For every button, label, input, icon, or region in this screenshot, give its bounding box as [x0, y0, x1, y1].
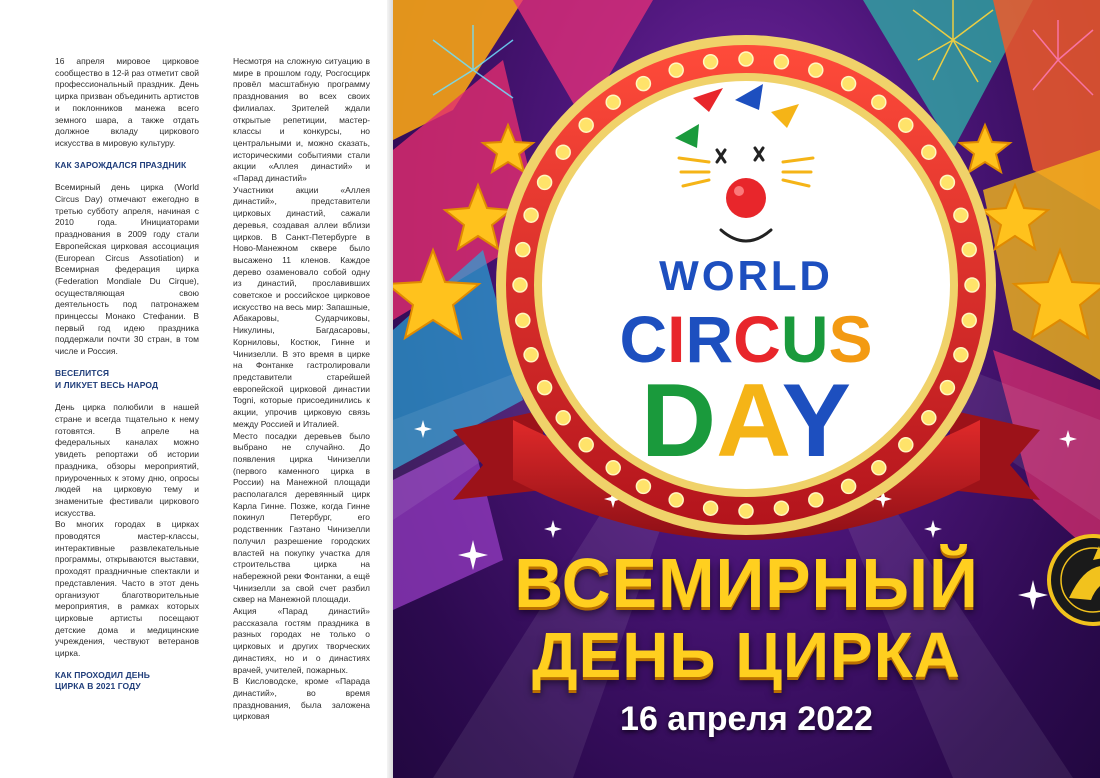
marquee-bulb [556, 145, 570, 159]
poster-date: 16 апреля 2022 [620, 700, 873, 738]
logo-letter: D [640, 363, 717, 479]
marquee-bulb [962, 243, 976, 257]
marquee-bulb [516, 313, 530, 327]
marquee-bulb [606, 95, 620, 109]
article-paragraph: Участники акции «Аллея династий», представители цирковых династий, сажали деревья, создавая аллеи вблизи цирков. В Санкт-Петербурге в Ново-Манежном сквере было высажено 11 кленов. Каждое дерево озаменовало собой одну из династий, прославивших советское и российское цирковое искусство на весь мир: Запашные, Абакаровы, Сударчиковы, Никулины, Багдасаровы, Корниловы, Костюк, Гинне и Чинизелли. В это время в цирке на Фонтанке гастролировали представители старейшей европейской цирковой династии Togni, которые присоединились к акции, упрочив цирковую связь между Россией и Италией. [233, 184, 370, 429]
section-heading-line: ВЕСЕЛИТСЯ [55, 367, 110, 378]
marquee-bulb [872, 461, 886, 475]
marquee-bulb [538, 381, 552, 395]
article-column-1 [55, 56, 199, 704]
marquee-bulb [516, 243, 530, 257]
marquee-bulb [669, 63, 683, 77]
marquee-bulb [636, 479, 650, 493]
marquee-bulb [739, 504, 753, 518]
marquee-bulb [636, 77, 650, 91]
article-column-2 [233, 56, 370, 723]
marquee-bulb [940, 381, 954, 395]
logo-letter: U [780, 302, 829, 376]
logo-letter: S [828, 302, 873, 376]
logo-letter: C [619, 302, 668, 376]
marquee-bulb [524, 208, 538, 222]
article-paragraph: Во многих городах в цирках проводятся мастер-классы, интерактивные развлекательные программы, открываются выставки, проходят праздничные спектакли и представления. Часто в этот день организуют благотворительные мероприятия, в рамках которых цирковые артисты посещают детские дома и медицинские учреждения, чествуют ветеранов цирка. [55, 519, 199, 659]
marquee-bulb [872, 95, 886, 109]
logo-letter: Y [781, 363, 852, 479]
marquee-bulb [899, 118, 913, 132]
marquee-bulb [774, 501, 788, 515]
marquee-bulb [965, 278, 979, 292]
section-heading [55, 368, 199, 391]
marquee-bulb [962, 313, 976, 327]
marquee-bulb [809, 493, 823, 507]
marquee-bulb [774, 55, 788, 69]
marquee-bulb [606, 461, 620, 475]
poster-headline [393, 544, 1100, 692]
section-heading-line: КАК ПРОХОДИЛ ДЕНЬ [55, 669, 150, 680]
section-heading: КАК ЗАРОЖДАЛСЯ ПРАЗДНИК [55, 159, 187, 170]
logo-letter: C [733, 302, 781, 376]
marquee-bulb [954, 348, 968, 362]
article-paragraph: В Кисловодске, кроме «Парада династий», во время празднования, была заложена цирковая [233, 676, 370, 722]
marquee-bulb [922, 145, 936, 159]
marquee-bulb [809, 63, 823, 77]
marquee-bulb [669, 493, 683, 507]
marquee-bulb [704, 55, 718, 69]
logo-word-world: WORLD [659, 252, 833, 299]
logo-letter: R [685, 302, 734, 376]
article-intro: 16 апреля мировое цирковое сообщество в 12-й раз отметит свой профессиональный праздник. День цирка призван объединить артистов и поклонников манежа всего земного шара, а также отдать должное вкладу циркового искусства в мировую культуру. [55, 56, 199, 148]
marquee-bulb [922, 411, 936, 425]
decor-shard [983, 150, 1100, 380]
article-paragraph: Акция «Парад династий» рассказала гостям праздника в разных городах не только о цирковых и других творческих династиях, но и о династиях врачей, учителей, пожарных. [233, 606, 370, 675]
logo-word-day [641, 363, 851, 479]
marquee-bulb [739, 52, 753, 66]
marquee-bulb [513, 278, 527, 292]
marquee-bulb [704, 501, 718, 515]
headline-line-1: ВСЕМИРНЫЙ [514, 544, 979, 622]
article-paragraph: Всемирный день цирка (World Circus Day) отмечают ежегодно в третью субботу апреля, начиная с 2010 года. Инициаторами празднования в 2009 году стали Европейская цирковая ассоциация (European Circus Assotiation) и Всемирная федерация цирка (Federation Mondiale Du Cirque), осуществляющая свою деятельность под патронажем принцессы Монако Стефании. В первый год идею праздника поддержали почти 30 стран, в том числе и Россия. [55, 182, 199, 357]
marquee-bulb [579, 118, 593, 132]
section-heading-line: И ЛИКУЕТ ВЕСЬ НАРОД [55, 379, 159, 390]
marquee-bulb [954, 208, 968, 222]
marquee-bulb [579, 438, 593, 452]
logo-letter: I [667, 302, 686, 376]
marquee-bulb [899, 438, 913, 452]
circus-day-poster [393, 0, 1100, 778]
article-paragraph: Несмотря на сложную ситуацию в мире в прошлом году, Росгосцирк провёл масштабную программу празднования во всех своих филиалах. Зрителей ждали открытые репетиции, мастер-классы и конкурсы, но центральными и, можно сказать, историческими событиями стали акции «Аллея династий» и «Парад династий» [233, 56, 370, 184]
article-page [0, 0, 393, 778]
section-heading-line: ЦИРКА В 2021 ГОДУ [55, 681, 141, 692]
marquee-bulb [940, 175, 954, 189]
headline-line-2: ДЕНЬ ЦИРКА [532, 619, 961, 692]
logo-letter: A [716, 363, 782, 479]
article-paragraph: Место посадки деревьев было выбрано не случайно. До появления цирка Чинизелли (первого каменного цирка в России) на Манежной площади располагался деревянный цирк Карла Гинне. Позже, когда Гинне покинул Петербург, его родственник Гаэтано Чинизелли получил разрешение городских властей на покупку участка для строительства цирка на набережной реки Фонтанки, а ещё Чинизелли за свой счет разбил сквер на Манежной площади. [233, 430, 370, 605]
marquee-bulb [538, 175, 552, 189]
marquee-bulb [842, 77, 856, 91]
section-heading [55, 670, 199, 693]
marquee-bulb [556, 411, 570, 425]
marquee-bulb [524, 348, 538, 362]
article-paragraph: День цирка полюбили в нашей стране и всегда тщательно к нему готовятся. В апреле на федеральных каналах можно увидеть репортажи об истории праздника, обзоры мероприятий, приуроченных к этому дню, опросы людей на цирковую тему и знаменитые фестивали циркового искусства. [55, 402, 199, 518]
marquee-bulb [842, 479, 856, 493]
